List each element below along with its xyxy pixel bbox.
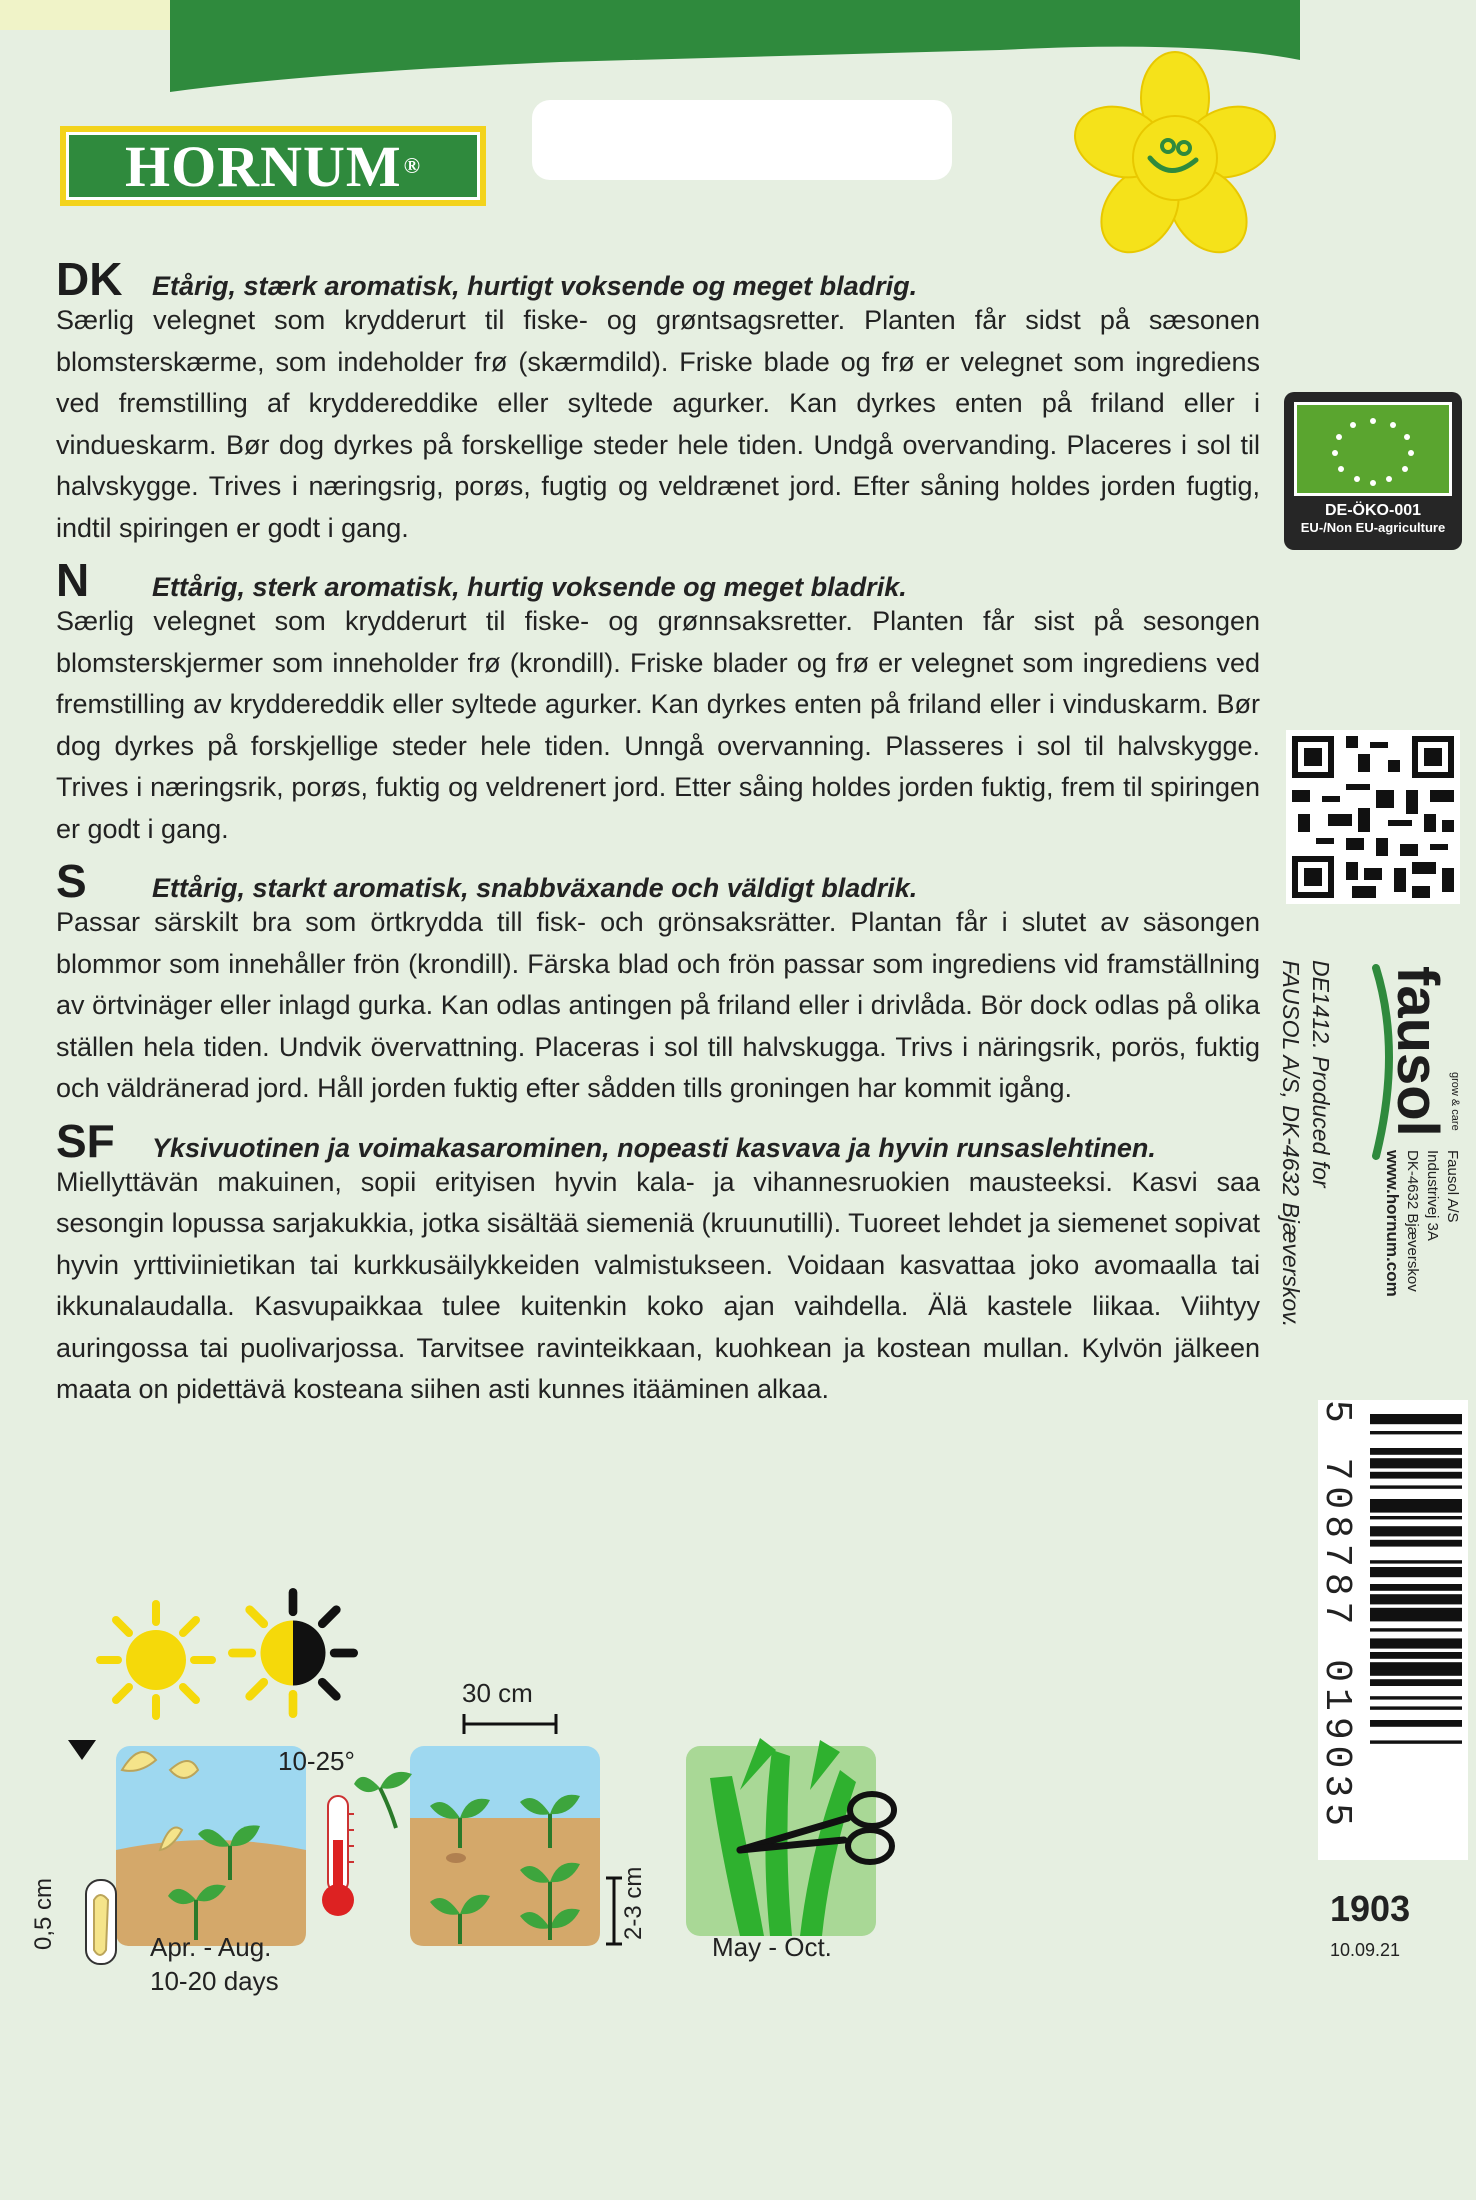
barcode-bar [1370, 1414, 1462, 1424]
barcode-bar [1370, 1720, 1462, 1727]
spacing-icon [350, 1708, 650, 1968]
fausol-logo [1362, 962, 1468, 1162]
barcode-bar [1370, 1706, 1462, 1709]
barcode-bar [1370, 1499, 1462, 1513]
half-shade-icon [228, 1588, 358, 1718]
thinning-label: 2-3 cm [620, 1866, 647, 1940]
barcode-bar [1370, 1740, 1462, 1743]
website-link[interactable]: www.hornum.com [1383, 1150, 1402, 1297]
section-body: Miellyttävän makuinen, sopii erityisen hyvin kala- ja vihannesruokien mausteeksi. Kasvi saa sesongin lopussa sarjakukkia, jotka sisältää siemeniä (kruunutilli). Tuoreet lehdet ja siemenet sopivat hyvin yrttiviinietikan tai kurkkusäilykkeiden valmistukseen. Voidaan kasvattaa joko avomaalla tai ikkunalaudalla. Kasvupaikkaa tulee kuitenkin koko ajan vaihdella. Älä kastele liikaa. Viihtyy auringossa tai puolivarjossa. Tarvitsee ravinteikkaan, kuohkean ja kostean mullan. Kylvön jälkeen maata on pidettävä kosteana siihen asti kunnes itääminen alkaa. [56, 1166, 1260, 1404]
growing-instructions [0, 1580, 1300, 2000]
language-code: SF [56, 1114, 115, 1167]
company-address: Fausol A/S Industrivej 3A DK-4632 Bjæverskov www.hornum.com [1362, 1150, 1462, 1350]
product-code: 1903 [1330, 1888, 1411, 1929]
section-body: Særlig velegnet som krydderurt til fiske- og grøntsagsretter. Planten får sidst på sæsonen blomsterskærme, som indeholder frø (skærmdild). Friske blade og frø er velegnet som ingrediens ved fremstilling af kryddereddike eller syltede agurker. Kan dyrkes enten på friland eller i vindueskarm. Bør dog dyrkes på forskellige steder hele tiden. Undgå overvanding. Placeres i sol til halvskygge. Trives i næringsrig, porøs, fugtig og veldrænet jord. Efter såning holdes jorden fugtig, indtil spiringen er godt i gang. [56, 305, 1260, 543]
sowing-period-label: Apr. - Aug. [150, 1932, 272, 1962]
smiling-flower-icon [1070, 50, 1280, 260]
barcode-bar [1370, 1608, 1462, 1622]
section-body: Passar särskilt bra som örtkrydda till fisk- och grönsaksrätter. Plantan får i slutet av säsongen blommor som innehåller frön (krondill). Färska blad och frön passar som ingrediens vid framställning av örtvinäger eller inlagd gurka. Kan odlas antingen på friland eller i drivlåda. Bör dock odlas på olika ställen hela tiden. Undvik övervattning. Placeras i sol till halvskugga. Trivs i näringsrik, porös, fuktig och väldränerad jord. Håll jorden fuktig efter sådden tills groningen har kommit igång. [56, 907, 1260, 1103]
sowing-depth-label: 0,5 cm [30, 1877, 57, 1950]
section-body: Særlig velegnet som krydderurt til fiske- og grønnsaksretter. Planten får sist på sesongen blomsterskjermer som inneholder frø (krondill). Friske blader og frø er velegnet som ingrediens ved fremstilling av kryddereddik eller syltede agurker. Kan dyrkes enten på friland eller i vinduskarm. Bør dog dyrkes på forskjellige steder hele tiden. Unngå overvanning. Plasseres i sol til halvskygge. Trives i næringsrik, porøs, fuktig og veldrenert jord. Etter såing holdes jorden fuktig, frem til spiringen er godt i gang. [56, 606, 1260, 844]
organic-origin: EU-/Non EU-agriculture [1300, 520, 1446, 535]
full-sun-icon [96, 1600, 216, 1720]
eu-organic-badge [1284, 392, 1462, 550]
barcode-bar [1370, 1567, 1462, 1577]
language-code: S [56, 855, 87, 907]
row-spacing-label: 30 cm [462, 1678, 533, 1708]
label-field [532, 100, 952, 180]
barcode-bar [1370, 1662, 1462, 1676]
organic-code: DE-ÖKO-001 [1324, 502, 1422, 519]
barcode-bar [1370, 1458, 1462, 1468]
svg-text:fausol: fausol [1385, 966, 1450, 1137]
eu-leaf-icon [1294, 402, 1452, 496]
barcode-bar [1370, 1594, 1462, 1604]
section-headline: Yksivuotinen ja voimakasarominen, nopeasti kasvava ja hyvin runsaslehtinen. [152, 1132, 1156, 1163]
section-n [56, 554, 1260, 850]
producer-note: DE1412. Produced for FAUSOL A/S, DK-4632 Bjæverskov. [1278, 960, 1334, 1328]
harvest-scissors-icon [680, 1730, 920, 1940]
barcode-bar [1370, 1516, 1462, 1519]
hornum-logo: HORNUM ® [60, 126, 486, 206]
barcode-bar [1370, 1560, 1462, 1563]
harvest-period-label: May - Oct. [712, 1932, 832, 1962]
section-sf [56, 1114, 1260, 1411]
print-date: 10.09.21 [1330, 1940, 1401, 1960]
language-code: DK [56, 253, 123, 305]
barcode-bar [1370, 1696, 1462, 1699]
section-headline: Ettårig, starkt aromatisk, snabbväxande och väldigt bladrik. [152, 873, 918, 903]
barcode-bar [1370, 1652, 1462, 1659]
qr-code[interactable] [1286, 730, 1460, 904]
barcode-bar [1370, 1638, 1462, 1648]
barcode-bar [1370, 1448, 1462, 1455]
barcode-bar [1370, 1472, 1462, 1479]
barcode-bar [1370, 1540, 1462, 1547]
section-dk [56, 253, 1260, 549]
barcode-bar [1370, 1485, 1462, 1488]
barcode-bar [1370, 1679, 1462, 1686]
barcode-bar [1370, 1628, 1462, 1631]
temperature-label: 10-25° [278, 1746, 355, 1776]
section-headline: Etårig, stærk aromatisk, hurtigt voksende og meget bladrig. [152, 271, 918, 301]
language-code: N [56, 554, 90, 606]
barcode-bar [1370, 1584, 1462, 1591]
barcode-bar [1370, 1526, 1462, 1536]
barcode-bar [1370, 1431, 1462, 1434]
germination-label: 10-20 days [150, 1966, 279, 1996]
barcode-number: 5 708787 019035 [1315, 1400, 1358, 1833]
svg-text:grow & care: grow & care [1449, 1072, 1461, 1131]
description-text [56, 253, 1260, 1421]
section-headline: Ettårig, sterk aromatisk, hurtig voksende og meget bladrik. [152, 572, 907, 602]
section-s [56, 855, 1260, 1110]
